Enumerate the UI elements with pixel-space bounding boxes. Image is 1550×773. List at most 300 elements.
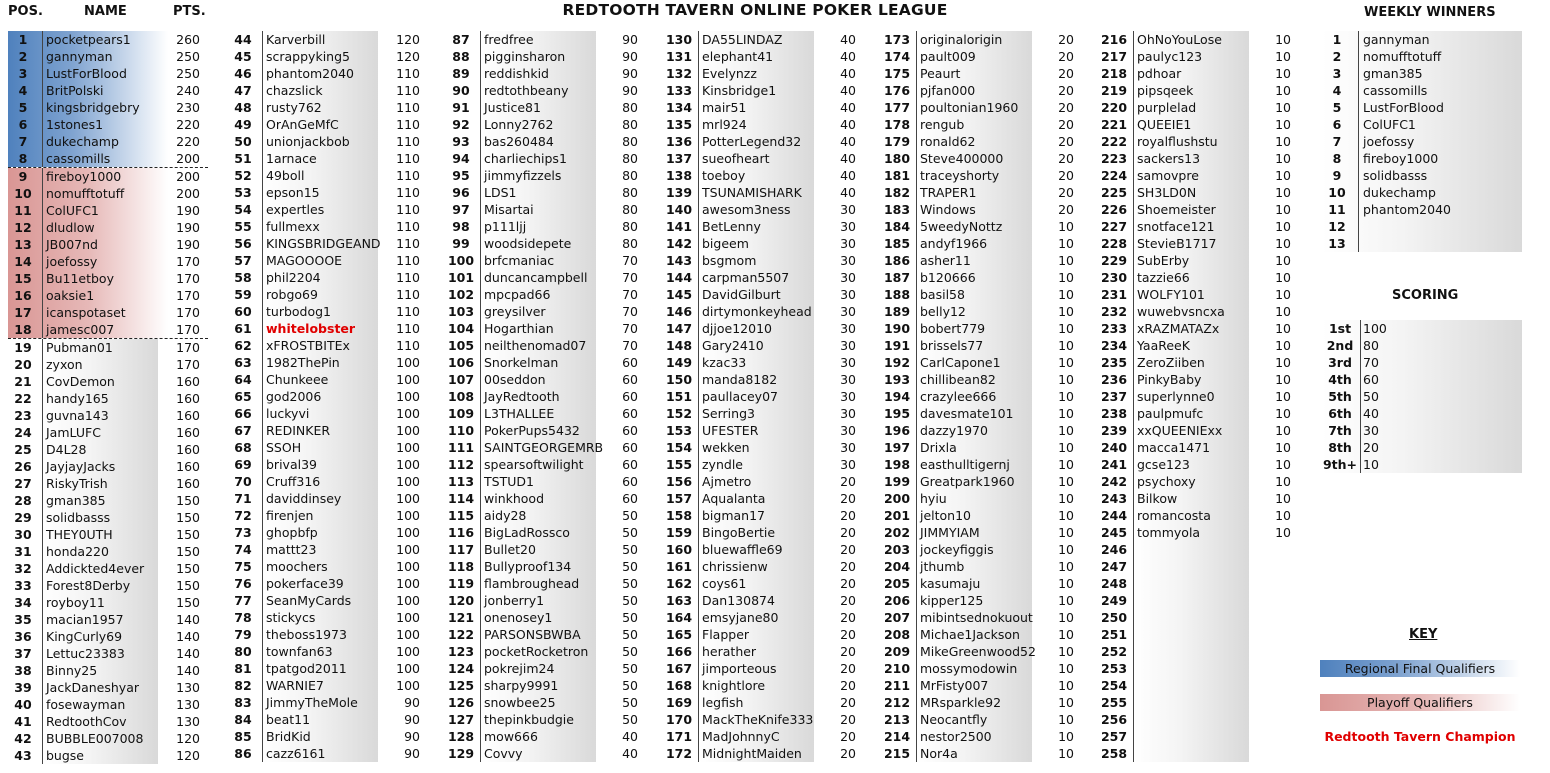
- table-row: [446, 490, 646, 507]
- player-name-cell: Evelynzz: [702, 66, 757, 81]
- position-cell: 199: [883, 474, 911, 489]
- weekly-winner-row: [1322, 201, 1522, 218]
- position-cell: 27: [14, 476, 32, 491]
- player-name-cell: Bu11etboy: [46, 271, 114, 286]
- player-name-cell: townfan63: [266, 644, 333, 659]
- position-cell: 34: [14, 595, 32, 610]
- weekly-winners-title: WEEKLY WINNERS: [1364, 5, 1496, 20]
- position-cell: 203: [883, 542, 911, 557]
- player-name-cell: Neocantfly: [920, 712, 988, 727]
- player-name-cell: davesmate101: [920, 406, 1014, 421]
- position-cell: 116: [447, 525, 475, 540]
- player-name-cell: beat11: [266, 712, 311, 727]
- points-cell: 100: [396, 610, 420, 625]
- table-row: [446, 150, 646, 167]
- player-name-cell: dukechamp: [46, 134, 119, 149]
- position-cell: 149: [665, 355, 693, 370]
- table-row: [664, 745, 864, 762]
- points-cell: 80: [622, 185, 638, 200]
- scoring-points-cell: 70: [1363, 355, 1379, 370]
- position-cell: 75: [234, 559, 252, 574]
- points-cell: 10: [1058, 474, 1074, 489]
- player-name-cell: 5weedyNottz: [920, 219, 1003, 234]
- table-row: [1099, 524, 1299, 541]
- position-cell: 2: [18, 49, 28, 64]
- points-cell: 60: [622, 423, 638, 438]
- player-name-cell: brfcmaniac: [484, 253, 555, 268]
- points-cell: 20: [840, 627, 856, 642]
- player-name-cell: luckyvi: [266, 406, 310, 421]
- position-cell: 196: [883, 423, 911, 438]
- player-name-cell: god2006: [266, 389, 322, 404]
- table-row: [446, 575, 646, 592]
- player-name-cell: JamLUFC: [46, 425, 101, 440]
- scoring-title: SCORING: [1392, 288, 1459, 303]
- position-cell: 99: [452, 236, 470, 251]
- points-cell: 190: [176, 203, 200, 218]
- position-cell: 62: [234, 338, 252, 353]
- points-cell: 30: [840, 219, 856, 234]
- table-row: [446, 235, 646, 252]
- player-name-cell: zyndle: [702, 457, 743, 472]
- points-cell: 10: [1058, 406, 1074, 421]
- table-row: [664, 269, 864, 286]
- points-cell: 10: [1058, 304, 1074, 319]
- position-cell: 193: [883, 372, 911, 387]
- player-name-cell: reddishkid: [484, 66, 549, 81]
- table-row: [228, 320, 428, 337]
- points-cell: 60: [622, 372, 638, 387]
- points-cell: 200: [176, 169, 200, 184]
- player-name-cell: Justice81: [484, 100, 541, 115]
- table-row: [1099, 592, 1299, 609]
- points-cell: 160: [176, 425, 200, 440]
- table-row: [8, 407, 208, 424]
- position-cell: 96: [452, 185, 470, 200]
- points-cell: 10: [1275, 440, 1291, 455]
- points-cell: 50: [622, 559, 638, 574]
- table-row: [228, 490, 428, 507]
- points-cell: 20: [840, 576, 856, 591]
- player-name-cell: bsgmom: [702, 253, 757, 268]
- weekly-winner-name: fireboy1000: [1363, 151, 1439, 166]
- player-name-cell: elephant41: [702, 49, 774, 64]
- points-cell: 110: [396, 219, 420, 234]
- scoring-points-cell: 40: [1363, 406, 1379, 421]
- table-row: [446, 507, 646, 524]
- table-row: [664, 660, 864, 677]
- table-row: [664, 167, 864, 184]
- table-row: [8, 645, 208, 662]
- points-cell: 140: [176, 663, 200, 678]
- player-name-cell: Flapper: [702, 627, 750, 642]
- table-row: [882, 677, 1082, 694]
- player-name-cell: scrappyking5: [266, 49, 350, 64]
- points-cell: 80: [622, 134, 638, 149]
- points-cell: 10: [1058, 457, 1074, 472]
- player-name-cell: epson15: [266, 185, 320, 200]
- table-row: [446, 184, 646, 201]
- table-row: [8, 287, 208, 304]
- table-row: [664, 558, 864, 575]
- position-cell: 194: [883, 389, 911, 404]
- table-row: [664, 337, 864, 354]
- player-name-cell: sueofheart: [702, 151, 770, 166]
- points-cell: 10: [1275, 372, 1291, 387]
- player-name-cell: bobert779: [920, 321, 986, 336]
- weekly-winner-row: [1322, 150, 1522, 167]
- table-row: [8, 730, 208, 747]
- table-row: [8, 458, 208, 475]
- position-cell: 72: [234, 508, 252, 523]
- table-row: [446, 711, 646, 728]
- player-name-cell: macian1957: [46, 612, 124, 627]
- page-title: REDTOOTH TAVERN ONLINE POKER LEAGUE: [562, 1, 948, 19]
- points-cell: 10: [1275, 83, 1291, 98]
- table-row: [8, 116, 208, 133]
- table-row: [1099, 286, 1299, 303]
- points-cell: 110: [396, 168, 420, 183]
- points-cell: 20: [840, 661, 856, 676]
- position-cell: 107: [447, 372, 475, 387]
- points-cell: 170: [176, 357, 200, 372]
- position-cell: 258: [1100, 746, 1128, 761]
- weekly-winner-name: phantom2040: [1363, 202, 1451, 217]
- table-row: [446, 116, 646, 133]
- points-cell: 120: [396, 49, 420, 64]
- position-cell: 86: [234, 746, 252, 761]
- weekly-winner-name: solidbasss: [1363, 168, 1428, 183]
- player-name-cell: pipsqeek: [1137, 83, 1194, 98]
- table-row: [228, 184, 428, 201]
- table-row: [8, 236, 208, 253]
- points-cell: 40: [840, 66, 856, 81]
- position-cell: 125: [447, 678, 475, 693]
- points-cell: 90: [622, 49, 638, 64]
- position-cell: 23: [14, 408, 32, 423]
- points-cell: 10: [1058, 236, 1074, 251]
- points-cell: 50: [622, 712, 638, 727]
- table-row: [882, 694, 1082, 711]
- player-name-cell: wuwebvsncxa: [1137, 304, 1225, 319]
- table-row: [228, 354, 428, 371]
- points-cell: 40: [840, 100, 856, 115]
- table-row: [1099, 728, 1299, 745]
- player-name-cell: CovDemon: [46, 374, 115, 389]
- table-row: [1099, 48, 1299, 65]
- position-cell: 108: [447, 389, 475, 404]
- table-row: [664, 490, 864, 507]
- position-cell: 73: [234, 525, 252, 540]
- position-cell: 172: [665, 746, 693, 761]
- points-cell: 50: [622, 678, 638, 693]
- table-row: [664, 371, 864, 388]
- player-name-cell: tommyola: [1137, 525, 1201, 540]
- position-cell: 184: [883, 219, 911, 234]
- table-row: [446, 133, 646, 150]
- table-row: [882, 541, 1082, 558]
- position-cell: 198: [883, 457, 911, 472]
- table-row: [882, 490, 1082, 507]
- table-row: [446, 65, 646, 82]
- table-row: [1099, 99, 1299, 116]
- position-cell: 257: [1100, 729, 1128, 744]
- table-row: [8, 48, 208, 65]
- position-cell: 224: [1100, 168, 1128, 183]
- table-row: [8, 99, 208, 116]
- position-cell: 131: [665, 49, 693, 64]
- table-row: [664, 575, 864, 592]
- player-name-cell: nestor2500: [920, 729, 992, 744]
- position-cell: 227: [1100, 219, 1128, 234]
- points-cell: 30: [840, 304, 856, 319]
- position-cell: 188: [883, 287, 911, 302]
- player-name-cell: jimporteous: [702, 661, 777, 676]
- player-name-cell: QUEEIE1: [1137, 117, 1192, 132]
- player-name-cell: jthumb: [920, 559, 965, 574]
- weekly-winner-row: [1322, 48, 1522, 65]
- points-cell: 160: [176, 459, 200, 474]
- table-row: [882, 99, 1082, 116]
- points-cell: 30: [840, 270, 856, 285]
- points-cell: 200: [176, 186, 200, 201]
- player-name-cell: jelton10: [920, 508, 972, 523]
- table-row: [1099, 490, 1299, 507]
- position-cell: 71: [234, 491, 252, 506]
- points-cell: 50: [622, 644, 638, 659]
- position-cell: 232: [1100, 304, 1128, 319]
- points-cell: 240: [176, 83, 200, 98]
- table-row: [882, 150, 1082, 167]
- points-cell: 90: [404, 695, 420, 710]
- position-cell: 122: [447, 627, 475, 642]
- position-cell: 129: [447, 746, 475, 761]
- position-cell: 50: [234, 134, 252, 149]
- player-name-cell: crazylee666: [920, 389, 997, 404]
- points-cell: 10: [1058, 729, 1074, 744]
- player-name-cell: Misartai: [484, 202, 534, 217]
- scoring-points-cell: 10: [1363, 457, 1379, 472]
- table-row: [8, 65, 208, 82]
- position-cell: 204: [883, 559, 911, 574]
- position-cell: 210: [883, 661, 911, 676]
- player-name-cell: unionjackbob: [266, 134, 350, 149]
- table-row: [882, 439, 1082, 456]
- table-row: [882, 626, 1082, 643]
- table-row: [8, 82, 208, 99]
- player-name-cell: mpcpad66: [484, 287, 551, 302]
- position-cell: 28: [14, 493, 32, 508]
- points-cell: 10: [1058, 661, 1074, 676]
- points-cell: 120: [176, 748, 200, 763]
- points-cell: 60: [622, 355, 638, 370]
- points-cell: 80: [622, 151, 638, 166]
- points-cell: 70: [622, 287, 638, 302]
- position-cell: 39: [14, 680, 32, 695]
- player-name-cell: ColUFC1: [46, 203, 99, 218]
- table-row: [446, 660, 646, 677]
- position-cell: 98: [452, 219, 470, 234]
- points-cell: 10: [1058, 508, 1074, 523]
- points-cell: 170: [176, 340, 200, 355]
- position-cell: 93: [452, 134, 470, 149]
- position-cell: 88: [452, 49, 470, 64]
- table-row: [882, 286, 1082, 303]
- position-cell: 150: [665, 372, 693, 387]
- points-cell: 10: [1275, 66, 1291, 81]
- player-name-cell: stickycs: [266, 610, 316, 625]
- points-cell: 110: [396, 117, 420, 132]
- table-row: [882, 269, 1082, 286]
- table-row: [228, 133, 428, 150]
- points-cell: 20: [840, 542, 856, 557]
- player-name-cell: D4L28: [46, 442, 87, 457]
- table-row: [228, 31, 428, 48]
- weekly-winner-row: [1322, 133, 1522, 150]
- points-cell: 70: [622, 270, 638, 285]
- points-cell: 10: [1058, 253, 1074, 268]
- position-cell: 76: [234, 576, 252, 591]
- points-cell: 20: [840, 644, 856, 659]
- position-cell: 78: [234, 610, 252, 625]
- table-row: [446, 405, 646, 422]
- points-cell: 40: [840, 151, 856, 166]
- position-cell: 85: [234, 729, 252, 744]
- table-row: [446, 541, 646, 558]
- position-cell: 59: [234, 287, 252, 302]
- scoring-row: [1322, 354, 1522, 371]
- table-row: [664, 388, 864, 405]
- table-row: [446, 286, 646, 303]
- player-name-cell: pocketpears1: [46, 32, 131, 47]
- points-cell: 10: [1275, 151, 1291, 166]
- points-cell: 60: [622, 491, 638, 506]
- player-name-cell: MAGOOOOE: [266, 253, 343, 268]
- table-row: [1099, 711, 1299, 728]
- points-cell: 40: [840, 49, 856, 64]
- position-cell: 182: [883, 185, 911, 200]
- player-name-cell: joefossy: [46, 254, 98, 269]
- points-cell: 80: [622, 168, 638, 183]
- player-name-cell: brissels77: [920, 338, 984, 353]
- position-cell: 67: [234, 423, 252, 438]
- table-row: [882, 592, 1082, 609]
- table-row: [446, 269, 646, 286]
- weekly-position-cell: 9: [1332, 168, 1342, 183]
- position-cell: 117: [447, 542, 475, 557]
- points-cell: 20: [1058, 117, 1074, 132]
- table-row: [228, 558, 428, 575]
- scoring-place-cell: 1st: [1328, 321, 1352, 336]
- points-cell: 20: [840, 559, 856, 574]
- points-cell: 120: [176, 731, 200, 746]
- table-row: [228, 507, 428, 524]
- table-row: [8, 713, 208, 730]
- table-row: [446, 252, 646, 269]
- player-name-cell: OhNoYouLose: [1137, 32, 1222, 47]
- position-cell: 119: [447, 576, 475, 591]
- player-name-cell: JayjayJacks: [46, 459, 116, 474]
- table-row: [8, 679, 208, 696]
- table-row: [1099, 167, 1299, 184]
- points-cell: 100: [396, 593, 420, 608]
- table-row: [882, 82, 1082, 99]
- points-cell: 50: [622, 576, 638, 591]
- position-cell: 162: [665, 576, 693, 591]
- player-name-cell: Peaurt: [920, 66, 961, 81]
- points-cell: 170: [176, 322, 200, 337]
- player-name-cell: Binny25: [46, 663, 98, 678]
- points-cell: 80: [622, 236, 638, 251]
- table-row: [8, 390, 208, 407]
- player-name-cell: mibintsednokuout: [920, 610, 1033, 625]
- points-cell: 10: [1058, 219, 1074, 234]
- player-name-cell: theboss1973: [266, 627, 347, 642]
- position-cell: 245: [1100, 525, 1128, 540]
- table-row: [228, 524, 428, 541]
- position-cell: 244: [1100, 508, 1128, 523]
- points-cell: 10: [1058, 355, 1074, 370]
- points-cell: 20: [840, 695, 856, 710]
- player-name-cell: fosewayman: [46, 697, 126, 712]
- position-cell: 218: [1100, 66, 1128, 81]
- table-row: [664, 235, 864, 252]
- player-name-cell: SAINTGEORGEMRB: [484, 440, 604, 455]
- position-cell: 133: [665, 83, 693, 98]
- position-cell: 158: [665, 508, 693, 523]
- position-cell: 181: [883, 168, 911, 183]
- points-cell: 160: [176, 442, 200, 457]
- table-row: [1099, 354, 1299, 371]
- table-row: [8, 373, 208, 390]
- player-name-cell: superlynne0: [1137, 389, 1215, 404]
- player-name-cell: JIMMYIAM: [920, 525, 980, 540]
- table-row: [8, 133, 208, 150]
- table-row: [228, 303, 428, 320]
- table-row: [882, 218, 1082, 235]
- table-row: [8, 662, 208, 679]
- points-cell: 10: [1275, 270, 1291, 285]
- player-name-cell: nomufftotuff: [46, 186, 125, 201]
- table-row: [882, 711, 1082, 728]
- position-cell: 159: [665, 525, 693, 540]
- player-name-cell: woodsidepete: [484, 236, 572, 251]
- table-row: [446, 82, 646, 99]
- position-cell: 111: [447, 440, 475, 455]
- player-name-cell: BritPolski: [46, 83, 104, 98]
- player-name-cell: dludlow: [46, 220, 95, 235]
- table-row: [446, 694, 646, 711]
- position-cell: 82: [234, 678, 252, 693]
- table-row: [882, 201, 1082, 218]
- table-row: [882, 116, 1082, 133]
- points-cell: 20: [840, 678, 856, 693]
- points-cell: 30: [840, 253, 856, 268]
- player-name-cell: paullacey07: [702, 389, 778, 404]
- player-name-cell: guvna143: [46, 408, 109, 423]
- player-name-cell: UFESTER: [702, 423, 759, 438]
- points-cell: 10: [1275, 525, 1291, 540]
- points-cell: 20: [1058, 66, 1074, 81]
- position-cell: 170: [665, 712, 693, 727]
- position-cell: 145: [665, 287, 693, 302]
- position-cell: 53: [234, 185, 252, 200]
- table-row: [1099, 405, 1299, 422]
- points-cell: 100: [396, 661, 420, 676]
- table-row: [228, 405, 428, 422]
- table-row: [8, 202, 208, 219]
- points-cell: 10: [1275, 32, 1291, 47]
